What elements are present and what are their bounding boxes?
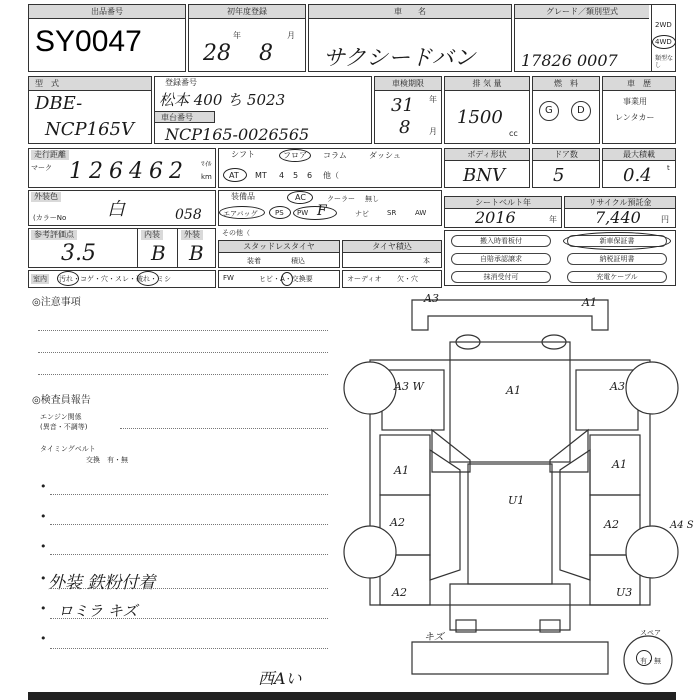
caution-line-1 [38, 330, 328, 331]
shift-at-circle [223, 168, 247, 182]
tire-load-box [342, 240, 442, 268]
grade-value: 17826 0007 [521, 51, 618, 70]
interior-room-box [28, 270, 216, 288]
max-load-box [602, 148, 676, 188]
mileage-label: 走行距離 [31, 150, 69, 160]
bottom-strip [28, 692, 676, 700]
type-none: 類型なし [655, 55, 674, 69]
audio-label: オーディオ [347, 275, 382, 283]
check-signboard: 搬入時看板付 [451, 235, 551, 247]
lot-number-label: 出品番号 [29, 5, 185, 19]
note-mirror-scratch: ロミラ キズ [58, 602, 138, 620]
engine-sub: (異音・不調等) [40, 423, 88, 431]
mark-roof: U1 [508, 494, 525, 507]
engine-line [120, 428, 328, 429]
fw-label: FW [223, 274, 234, 282]
mileage-value: 126462 [69, 159, 189, 184]
bullet-1: • [40, 480, 47, 493]
studless-label: スタッドレスタイヤ [219, 241, 339, 253]
mark-front-bumper: A3 [424, 292, 439, 305]
mileage-unit-km: km [201, 173, 212, 181]
spare-circle [636, 650, 652, 666]
model-name: サクシードバン [323, 46, 476, 71]
inspection-year-unit: 年 [429, 95, 437, 104]
exterior-grade-value: B [189, 241, 204, 265]
check-warranty: 新車保証書 [567, 235, 667, 247]
shift-mt: MT [255, 171, 267, 180]
engine-label: エンジン関係 [40, 413, 82, 421]
inspector-signature: 西Aい [258, 669, 302, 688]
mark-right-front-door: A1 [612, 458, 627, 471]
exterior-grade-label: 外装 [181, 230, 203, 240]
recycle-unit: 円 [661, 215, 669, 224]
model-type-line2: NCP165V [45, 119, 134, 140]
timing-sub: 交換 有・無 [86, 456, 128, 464]
inspection-month-unit: 月 [429, 127, 437, 136]
year-unit: 年 [233, 31, 241, 40]
drive-4wd-circle [652, 35, 676, 49]
bullet-5: • [40, 602, 47, 615]
equip-other: その他（ [222, 229, 250, 237]
equipment-box [218, 190, 442, 226]
reg-number: 松本 400 ち 5023 [159, 91, 286, 109]
drive-4wd: 4WD [655, 38, 672, 46]
model-type-label: 型 式 [29, 77, 151, 91]
interior-scuff-circle [137, 271, 159, 286]
drive-column [651, 5, 676, 72]
report-line-3 [50, 554, 328, 555]
note-exterior-iron: 外装 鉄粉付着 [48, 573, 156, 593]
recycle-label: リサイクル預託金 [565, 197, 675, 209]
studless-box [218, 240, 340, 268]
front-bumper-shape [412, 300, 608, 330]
mark-left-front-door: A1 [394, 464, 409, 477]
fw-box [218, 270, 340, 288]
chassis-number: NCP165-0026565 [165, 125, 310, 144]
month-unit: 月 [287, 31, 295, 40]
shift-at: AT [229, 171, 239, 180]
mark-left-quarter: A2 [392, 586, 407, 599]
color-number-value: 058 [175, 207, 202, 223]
check-tax-cert: 納税証明書 [567, 253, 667, 265]
equip-cooler: クーラー [327, 195, 355, 203]
lot-number: SY0047 [35, 25, 142, 58]
equip-airbag-circle [219, 206, 265, 219]
bullet-6: • [40, 632, 47, 645]
report-line-5 [50, 618, 328, 619]
mark-right-quarter: U3 [616, 586, 633, 599]
fuel-d: D [577, 105, 585, 116]
shift-floor: フロア [283, 151, 307, 160]
fw-a-circle [281, 272, 293, 286]
front-right-wheel [626, 362, 678, 414]
bullet-4: • [40, 572, 47, 585]
equip-ps: PS [275, 209, 284, 217]
body-type-box [444, 148, 530, 188]
body-type-value: BNV [463, 165, 505, 186]
timing-label: タイミングベルト [40, 445, 96, 453]
lot-number-box [28, 4, 186, 72]
caution-line-3 [38, 374, 328, 375]
bullet-3: • [40, 540, 47, 553]
chassis-label: 車台番号 [161, 113, 193, 122]
equip-airbag: エアバッグ [223, 210, 258, 218]
equip-pw-circle [293, 206, 337, 220]
caution-title: ◎注意事項 [32, 297, 81, 308]
rear-bumper-shape [412, 642, 608, 674]
shift-gear-4: 4 [279, 171, 285, 180]
tire-load-unit: 本 [423, 257, 430, 265]
inspector-title: ◎検査員報告 [32, 395, 91, 406]
usage-history-box [602, 76, 676, 144]
equipment-label: 装備品 [231, 192, 255, 201]
chassis-label-bar [155, 111, 215, 123]
report-line-2 [50, 524, 328, 525]
mark-right-fender: A3 [610, 380, 625, 393]
mark-left-rear-door: A2 [390, 516, 405, 529]
equip-aw: AW [415, 209, 427, 217]
mark-right-rear-door: A2 [604, 518, 619, 531]
seatbelt-box [444, 196, 562, 228]
inspection-month: 8 [399, 117, 411, 138]
model-name-box [308, 4, 512, 72]
right-pillar [550, 430, 588, 472]
recycle-box [564, 196, 676, 228]
score-divider-2 [177, 229, 178, 268]
equip-ps-circle [269, 206, 291, 219]
fuel-label: 燃 料 [533, 77, 599, 91]
roof-panel [468, 464, 552, 584]
report-line-4 [50, 588, 328, 589]
score-value: 3.5 [61, 241, 96, 266]
interior-grade-label: 内装 [141, 230, 163, 240]
score-box [28, 228, 216, 268]
shift-box [218, 148, 442, 188]
equip-pw: PW [297, 209, 309, 217]
right-mid-panel [560, 450, 590, 580]
reg-number-label: 登録番号 [165, 78, 197, 87]
mark-front-right: A1 [582, 296, 597, 309]
mark-hood: A1 [506, 384, 521, 397]
displacement-unit: cc [509, 129, 518, 138]
exterior-color-box [28, 190, 216, 226]
first-registration-box [188, 4, 306, 72]
interior-room-text: 汚れ・コゲ・穴・スレ・破れ・ミシ [59, 275, 171, 283]
max-load-value: 0.4 [623, 165, 652, 186]
equip-pw-value: F [317, 203, 327, 219]
tailgate-panel [450, 584, 570, 630]
seatbelt-label: シートベルト年 [445, 197, 561, 209]
bullet-2: • [40, 510, 47, 523]
grade-box [514, 4, 676, 72]
shift-gear-6: 6 [307, 171, 313, 180]
rear-left-wheel [344, 526, 396, 578]
equip-none: 無し [365, 195, 379, 203]
report-line-1 [50, 494, 328, 495]
interior-dirty-circle [57, 271, 79, 286]
score-divider-1 [137, 229, 138, 268]
interior-grade-value: B [151, 241, 166, 265]
fuel-g: G [545, 105, 553, 116]
shift-floor-circle [279, 149, 311, 162]
mark-right-rear-wheel: A4 S [670, 520, 694, 531]
tire-load-label: タイヤ積込 [343, 241, 441, 253]
interior-room-label: 室内 [33, 275, 47, 283]
caution-line-2 [38, 352, 328, 353]
max-load-label: 最大積載 [603, 149, 675, 161]
max-load-unit: t [667, 164, 670, 172]
shift-other: 他（ [323, 171, 339, 180]
doors-value: 5 [553, 165, 565, 186]
fw-text: ヒビ・A・交換要 [259, 275, 313, 283]
left-pillar [432, 430, 470, 472]
check-charge-cable: 充電ケーブル [567, 271, 667, 283]
drive-2wd: 2WD [655, 21, 672, 29]
exterior-color-label: 外装色 [31, 192, 61, 202]
displacement-value: 1500 [457, 107, 503, 128]
checks-box [444, 230, 676, 286]
report-line-6 [50, 648, 328, 649]
mileage-unit-mile: ﾏｲﾙ [201, 160, 212, 168]
check-deregistration: 抹消受付可 [451, 271, 551, 283]
left-mid-panel [430, 450, 460, 580]
exterior-color-value: 白 [107, 199, 125, 220]
color-number-label: (カラーNo [33, 214, 67, 222]
displacement-label: 排 気 量 [445, 77, 529, 91]
doors-label: ドア数 [533, 149, 599, 161]
audio-text: 欠・穴 [397, 275, 418, 283]
audio-box [342, 270, 442, 288]
mark-left-fender: A3 W [394, 380, 424, 393]
car-damage-diagram [340, 290, 680, 692]
usage-business: 事業用 [623, 97, 647, 106]
mileage-mark: マーク [31, 164, 52, 172]
rear-right-wheel [626, 526, 678, 578]
recycle-value: 7,440 [595, 208, 641, 227]
equip-navi: ナビ [355, 210, 369, 218]
spare-value: 有・無 [640, 657, 661, 665]
model-type-line1: DBE- [35, 93, 83, 114]
seatbelt-unit: 年 [549, 215, 557, 224]
mileage-box [28, 148, 216, 188]
grade-label: グレード／類別型式 [515, 5, 649, 19]
body-type-label: ボディ形状 [445, 149, 529, 161]
studless-loaded: 積込 [291, 257, 305, 265]
equip-sr: SR [387, 209, 397, 217]
displacement-box [444, 76, 530, 144]
first-registration-year: 28 [203, 41, 231, 66]
inspection-box [374, 76, 442, 144]
check-warranty-circle [563, 232, 671, 250]
seatbelt-value: 2016 [475, 208, 516, 227]
shift-column: コラム [323, 151, 347, 160]
check-liability: 自賠承認譲求 [451, 253, 551, 265]
shift-label: シフト [231, 150, 255, 159]
spare-label: スペア [640, 629, 661, 637]
fuel-box [532, 76, 600, 144]
first-registration-label: 初年度登録 [189, 5, 305, 19]
equip-ac: AC [295, 193, 306, 202]
inspection-year: 31 [391, 95, 414, 116]
studless-mounted: 装着 [247, 257, 261, 265]
model-name-label: 車 名 [309, 5, 511, 19]
score-label: 参考評価点 [31, 230, 77, 240]
shift-gear-5: 5 [293, 171, 299, 180]
usage-label: 車 歴 [603, 77, 675, 91]
front-left-wheel [344, 362, 396, 414]
inspection-label: 車検期限 [375, 77, 441, 91]
doors-box [532, 148, 600, 188]
shift-dash: ダッシュ [369, 151, 401, 160]
mark-rear-bumper: キズ [424, 632, 444, 643]
equip-ac-circle [287, 191, 313, 204]
usage-rental: レンタカー [615, 113, 655, 122]
registration-box [154, 76, 372, 144]
model-type-box [28, 76, 152, 144]
first-registration-month: 8 [259, 41, 273, 66]
